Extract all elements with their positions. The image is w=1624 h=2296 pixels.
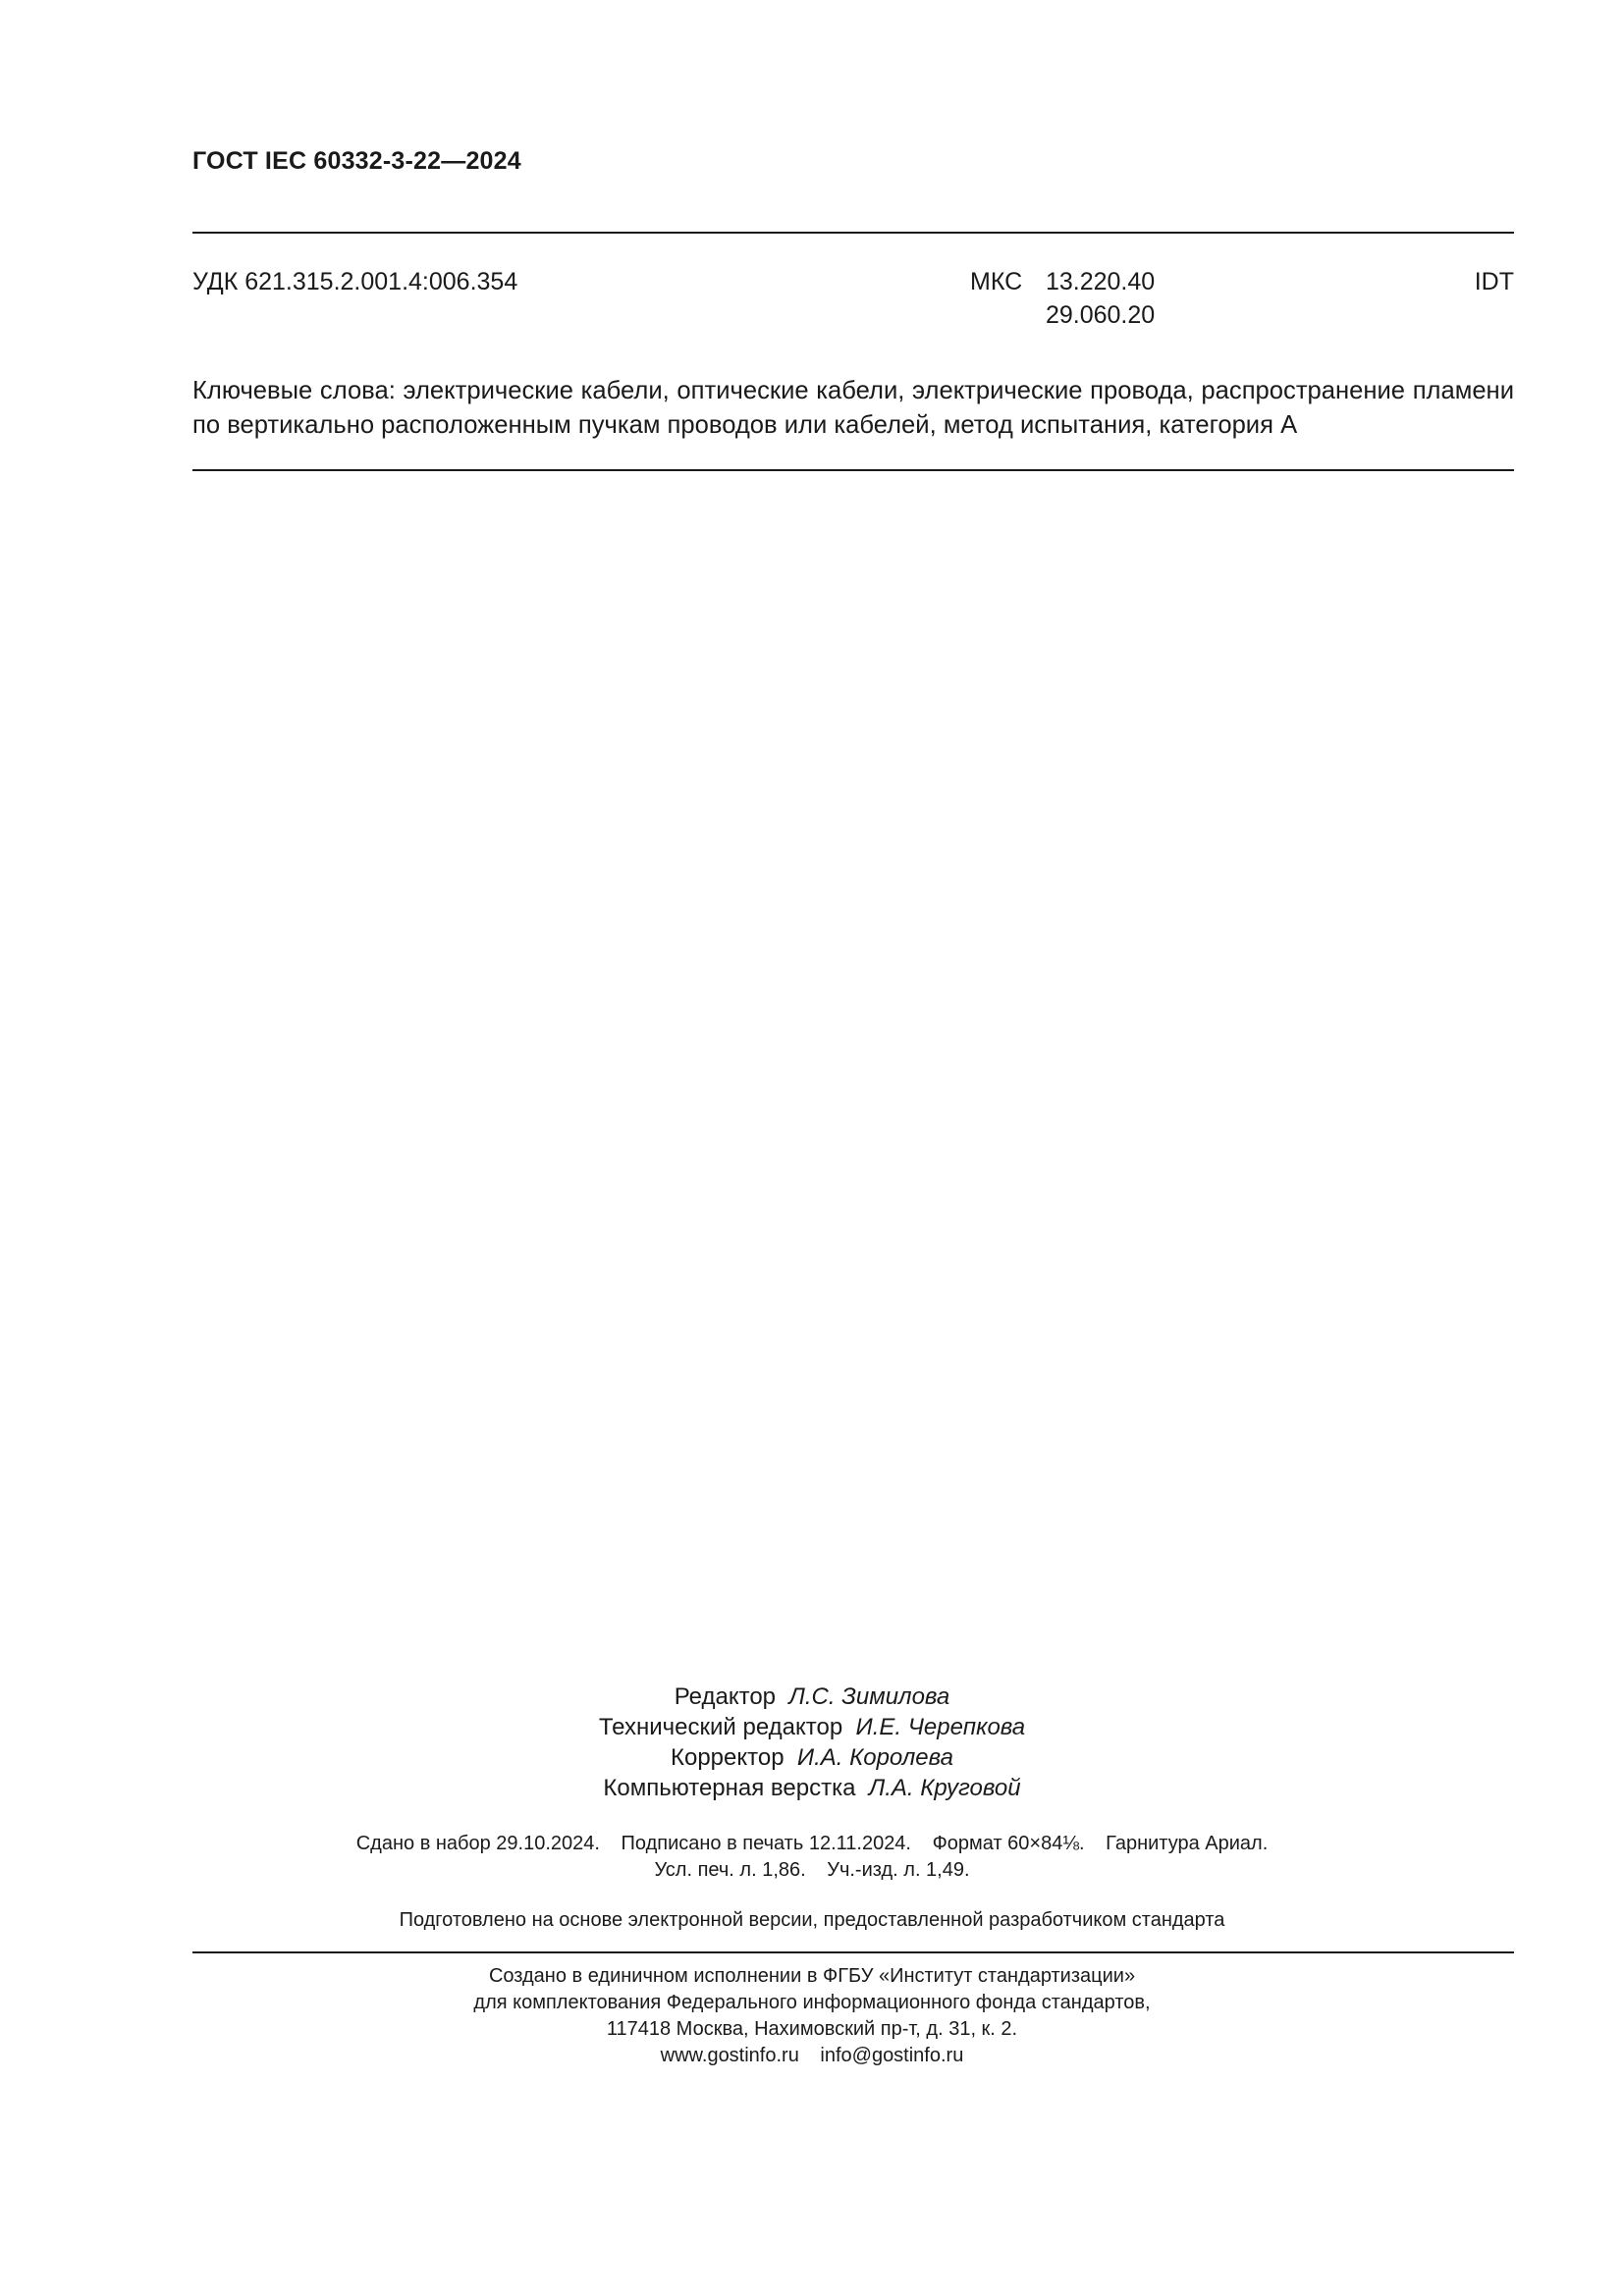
email-link[interactable]: info@gostinfo.ru xyxy=(820,2045,964,2066)
top-divider xyxy=(192,232,1514,234)
publisher-line-2: для комплектования Федерального информационного фонда стандартов, xyxy=(473,1992,1151,2013)
mks-label: МКС xyxy=(970,268,1023,295)
credit-role: Корректор xyxy=(671,1744,785,1771)
credit-layout xyxy=(0,1773,1624,1803)
print-info xyxy=(0,1831,1624,1884)
credit-name: И.Е. Черепкова xyxy=(855,1714,1026,1740)
publisher-sheets: Уч.-изд. л. 1,49. xyxy=(827,1859,970,1881)
publisher-block xyxy=(0,1963,1624,2069)
credit-proofreader xyxy=(0,1742,1624,1773)
bottom-divider xyxy=(192,1951,1514,1953)
prepared-note: Подготовлено на основе электронной версии, предоставленной разработчиком стандарта xyxy=(399,1909,1225,1931)
mks-code: 13.220.40 xyxy=(1045,268,1156,295)
credit-role: Технический редактор xyxy=(598,1714,843,1740)
print-info-line-1 xyxy=(0,1831,1624,1857)
signed-date: Подписано в печать 12.11.2024. xyxy=(621,1833,911,1854)
print-sheets: Усл. печ. л. 1,86. xyxy=(654,1859,806,1881)
mks-block xyxy=(970,265,1155,332)
typeface: Гарнитура Ариал. xyxy=(1106,1833,1269,1854)
mks-code: 29.060.20 xyxy=(1045,301,1156,329)
credit-name: Л.С. Зимилова xyxy=(788,1683,950,1710)
credits-block xyxy=(0,1682,1624,1803)
credit-name: Л.А. Круговой xyxy=(868,1775,1021,1801)
submitted-date: Сдано в набор 29.10.2024. xyxy=(355,1833,600,1854)
credit-technical-editor xyxy=(0,1712,1624,1742)
equivalence-mark: IDT xyxy=(1474,268,1514,295)
standard-code: ГОСТ IEC 60332-3-22—2024 xyxy=(192,147,521,175)
udk-code: УДК 621.315.2.001.4:006.354 xyxy=(192,268,518,295)
publisher-address: 117418 Москва, Нахимовский пр-т, д. 31, к. 2. xyxy=(606,2018,1018,2040)
paper-format: Формат 60×84⅛. xyxy=(932,1833,1085,1854)
credit-editor xyxy=(0,1682,1624,1712)
website-link[interactable]: www.gostinfo.ru xyxy=(660,2045,799,2066)
publisher-contacts xyxy=(0,2043,1624,2069)
credit-role: Редактор xyxy=(674,1683,777,1710)
credit-role: Компьютерная верстка xyxy=(603,1775,856,1801)
print-info-line-2 xyxy=(0,1857,1624,1884)
keywords-paragraph: Ключевые слова: электрические кабели, оптические кабели, электрические провода, распространение пламени по вертикально расположенным пучкам проводов или кабелей, метод испытания, категория А xyxy=(192,377,1514,439)
publisher-line-1: Создано в единичном исполнении в ФГБУ «Институт стандартизации» xyxy=(488,1965,1136,1987)
credit-name: И.А. Королева xyxy=(796,1744,953,1771)
mks-codes xyxy=(1046,265,1155,332)
keywords-divider xyxy=(192,469,1514,471)
